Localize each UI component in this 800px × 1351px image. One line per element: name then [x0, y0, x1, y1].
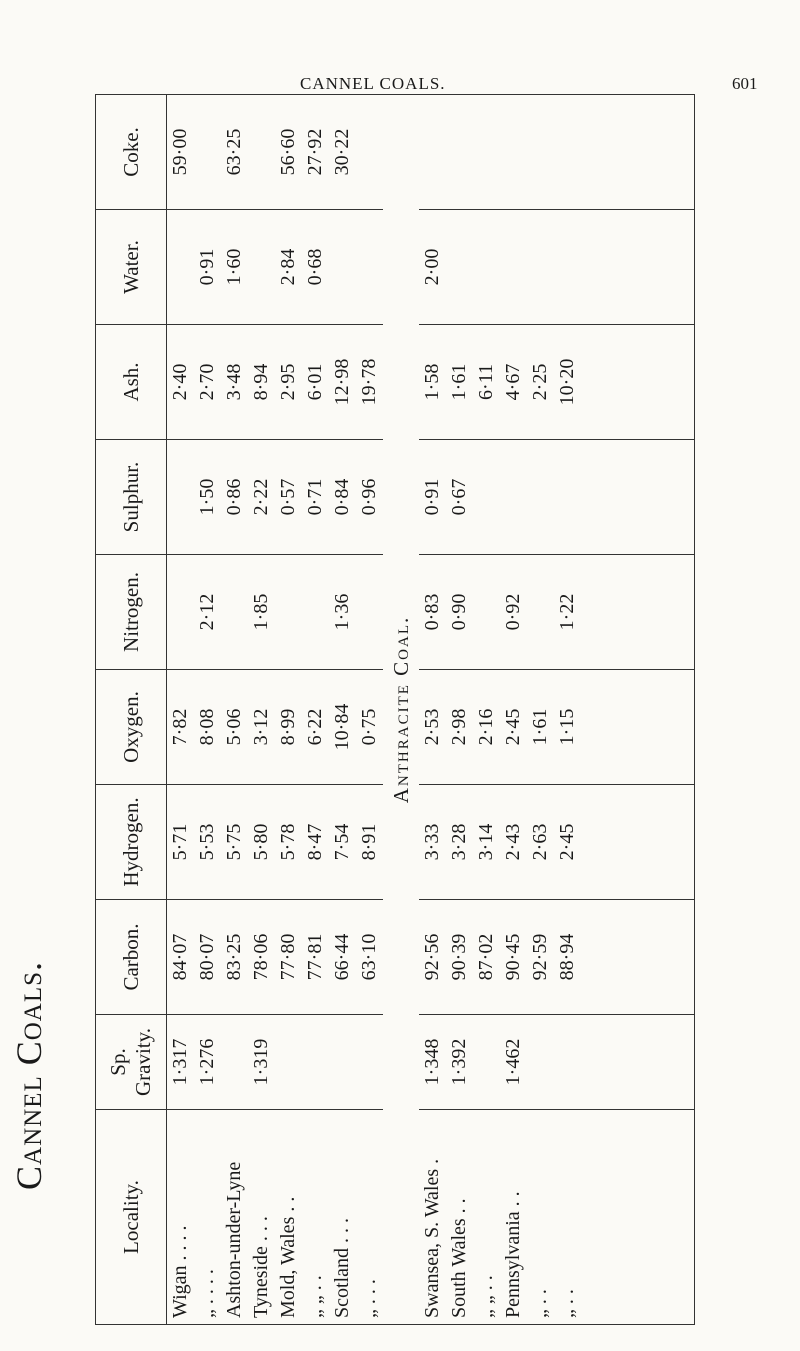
header-row — [96, 95, 167, 1325]
ash-cell: 1·58 — [419, 325, 446, 440]
column-header: Water. — [96, 210, 167, 325]
coke-cell — [554, 95, 581, 210]
coke-cell: 56·60 — [275, 95, 302, 210]
coke-cell: 30·22 — [329, 95, 356, 210]
oxygen-cell: 7·82 — [167, 670, 195, 785]
oxygen-cell: 1·15 — [554, 670, 581, 785]
hydrogen-cell: 2·43 — [500, 785, 527, 900]
locality-cell: Pennsylvania . . — [500, 1110, 527, 1325]
sp-gravity-cell — [473, 1015, 500, 1110]
coke-cell — [527, 95, 554, 210]
ash-cell: 12·98 — [329, 325, 356, 440]
table-row — [419, 95, 446, 1325]
carbon-cell: 66·44 — [329, 900, 356, 1015]
table-body — [167, 95, 695, 1325]
oxygen-cell: 3·12 — [248, 670, 275, 785]
nitrogen-cell — [302, 555, 329, 670]
ash-cell: 10·20 — [554, 325, 581, 440]
locality-cell: Mold, Wales . . — [275, 1110, 302, 1325]
sp-gravity-cell: 1·317 — [167, 1015, 195, 1110]
carbon-cell: 90·39 — [446, 900, 473, 1015]
locality-cell: „ „ . . — [473, 1110, 500, 1325]
hydrogen-cell: 8·91 — [356, 785, 383, 900]
nitrogen-cell: 0·92 — [500, 555, 527, 670]
nitrogen-cell: 2·12 — [194, 555, 221, 670]
sulphur-cell: 0·57 — [275, 440, 302, 555]
table-row — [473, 95, 500, 1325]
ash-cell: 2·70 — [194, 325, 221, 440]
hydrogen-cell: 7·54 — [329, 785, 356, 900]
ash-cell: 8·94 — [248, 325, 275, 440]
carbon-cell: 77·80 — [275, 900, 302, 1015]
water-cell: 2·84 — [275, 210, 302, 325]
table-row — [194, 95, 221, 1325]
coke-cell — [356, 95, 383, 210]
carbon-cell: 77·81 — [302, 900, 329, 1015]
table-row — [167, 95, 195, 1325]
column-header: Sulphur. — [96, 440, 167, 555]
locality-cell: Ashton-under-Lyne — [221, 1110, 248, 1325]
hydrogen-cell: 5·80 — [248, 785, 275, 900]
table-row — [554, 95, 581, 1325]
table-row — [275, 95, 302, 1325]
sp-gravity-cell — [221, 1015, 248, 1110]
water-cell — [167, 210, 195, 325]
column-header: Locality. — [96, 1110, 167, 1325]
sp-gravity-cell: 1·462 — [500, 1015, 527, 1110]
sp-gravity-cell — [527, 1015, 554, 1110]
water-cell — [248, 210, 275, 325]
sp-gravity-cell: 1·319 — [248, 1015, 275, 1110]
water-cell — [500, 210, 527, 325]
water-cell — [329, 210, 356, 325]
carbon-cell: 84·07 — [167, 900, 195, 1015]
water-cell: 1·60 — [221, 210, 248, 325]
table-row — [221, 95, 248, 1325]
water-cell — [473, 210, 500, 325]
sp-gravity-cell: 1·348 — [419, 1015, 446, 1110]
carbon-cell: 80·07 — [194, 900, 221, 1015]
oxygen-cell: 8·99 — [275, 670, 302, 785]
oxygen-cell: 2·98 — [446, 670, 473, 785]
oxygen-cell: 2·45 — [500, 670, 527, 785]
locality-cell: Scotland . . . — [329, 1110, 356, 1325]
ash-cell: 19·78 — [356, 325, 383, 440]
side-title: Cannel Coals. — [9, 960, 49, 1190]
locality-cell: „ „ . . — [302, 1110, 329, 1325]
empty-cell — [581, 210, 695, 325]
coke-cell — [248, 95, 275, 210]
oxygen-cell: 8·08 — [194, 670, 221, 785]
locality-cell: „ . . . . — [194, 1110, 221, 1325]
hydrogen-cell: 8·47 — [302, 785, 329, 900]
sp-gravity-cell: 1·392 — [446, 1015, 473, 1110]
table-row — [248, 95, 275, 1325]
coke-cell: 27·92 — [302, 95, 329, 210]
oxygen-cell: 10·84 — [329, 670, 356, 785]
coke-cell: 63·25 — [221, 95, 248, 210]
carbon-cell: 78·06 — [248, 900, 275, 1015]
nitrogen-cell — [473, 555, 500, 670]
empty-cell — [581, 95, 695, 210]
ash-cell: 2·95 — [275, 325, 302, 440]
sulphur-cell: 0·91 — [419, 440, 446, 555]
nitrogen-cell: 0·83 — [419, 555, 446, 670]
running-title: CANNEL COALS. — [300, 74, 446, 93]
water-cell — [356, 210, 383, 325]
coke-cell — [194, 95, 221, 210]
sulphur-cell — [473, 440, 500, 555]
sp-gravity-cell — [302, 1015, 329, 1110]
hydrogen-cell: 5·75 — [221, 785, 248, 900]
water-cell: 0·91 — [194, 210, 221, 325]
section-row — [383, 95, 419, 1325]
empty-cell — [581, 325, 695, 440]
hydrogen-cell: 5·53 — [194, 785, 221, 900]
column-header: Hydrogen. — [96, 785, 167, 900]
sulphur-cell — [167, 440, 195, 555]
hydrogen-cell: 3·33 — [419, 785, 446, 900]
water-cell — [527, 210, 554, 325]
locality-cell: „ . . . — [356, 1110, 383, 1325]
sp-gravity-cell — [356, 1015, 383, 1110]
ash-cell: 2·40 — [167, 325, 195, 440]
ash-cell: 2·25 — [527, 325, 554, 440]
ash-cell: 6·11 — [473, 325, 500, 440]
sulphur-cell: 0·86 — [221, 440, 248, 555]
empty-cell — [581, 900, 695, 1015]
hydrogen-cell: 5·71 — [167, 785, 195, 900]
ash-cell: 3·48 — [221, 325, 248, 440]
table-row — [500, 95, 527, 1325]
sp-gravity-cell: 1·276 — [194, 1015, 221, 1110]
ash-cell: 1·61 — [446, 325, 473, 440]
carbon-cell: 63·10 — [356, 900, 383, 1015]
water-cell: 2·00 — [419, 210, 446, 325]
locality-cell: Swansea, S. Wales . — [419, 1110, 446, 1325]
water-cell — [446, 210, 473, 325]
coal-analysis-table — [95, 94, 695, 1325]
locality-cell: South Wales . . — [446, 1110, 473, 1325]
sulphur-cell — [500, 440, 527, 555]
table-row — [302, 95, 329, 1325]
nitrogen-cell — [221, 555, 248, 670]
section-label: Anthracite Coal. — [383, 95, 419, 1325]
table-row — [356, 95, 383, 1325]
nitrogen-cell — [167, 555, 195, 670]
nitrogen-cell: 1·22 — [554, 555, 581, 670]
column-header: Oxygen. — [96, 670, 167, 785]
nitrogen-cell — [356, 555, 383, 670]
sp-gravity-cell — [554, 1015, 581, 1110]
column-header: Coke. — [96, 95, 167, 210]
locality-cell: „ . . — [527, 1110, 554, 1325]
sulphur-cell: 1·50 — [194, 440, 221, 555]
table-row — [329, 95, 356, 1325]
page-number: 601 — [732, 74, 758, 93]
empty-cell — [581, 785, 695, 900]
empty-cell — [581, 555, 695, 670]
nitrogen-cell: 1·36 — [329, 555, 356, 670]
coke-cell — [473, 95, 500, 210]
empty-cell — [581, 440, 695, 555]
carbon-cell: 90·45 — [500, 900, 527, 1015]
locality-cell: „ . . — [554, 1110, 581, 1325]
sulphur-cell: 0·67 — [446, 440, 473, 555]
nitrogen-cell — [527, 555, 554, 670]
water-cell: 0·68 — [302, 210, 329, 325]
locality-cell: Tyneside . . . — [248, 1110, 275, 1325]
hydrogen-cell: 2·63 — [527, 785, 554, 900]
sp-gravity-cell — [275, 1015, 302, 1110]
empty-cell — [581, 1110, 695, 1325]
table-end-row — [581, 95, 695, 1325]
sulphur-cell: 0·96 — [356, 440, 383, 555]
table-row — [527, 95, 554, 1325]
coke-cell: 59·00 — [167, 95, 195, 210]
column-header: Carbon. — [96, 900, 167, 1015]
oxygen-cell: 0·75 — [356, 670, 383, 785]
nitrogen-cell: 1·85 — [248, 555, 275, 670]
column-header: Sp. Gravity. — [96, 1015, 167, 1110]
coke-cell — [419, 95, 446, 210]
page-header — [0, 0, 800, 100]
oxygen-cell: 2·16 — [473, 670, 500, 785]
sulphur-cell: 0·84 — [329, 440, 356, 555]
locality-cell: Wigan . . . . — [167, 1110, 195, 1325]
oxygen-cell: 5·06 — [221, 670, 248, 785]
ash-cell: 6·01 — [302, 325, 329, 440]
sp-gravity-cell — [329, 1015, 356, 1110]
carbon-cell: 87·02 — [473, 900, 500, 1015]
hydrogen-cell: 5·78 — [275, 785, 302, 900]
nitrogen-cell: 0·90 — [446, 555, 473, 670]
oxygen-cell: 2·53 — [419, 670, 446, 785]
hydrogen-cell: 3·28 — [446, 785, 473, 900]
sulphur-cell: 2·22 — [248, 440, 275, 555]
oxygen-cell: 1·61 — [527, 670, 554, 785]
oxygen-cell: 6·22 — [302, 670, 329, 785]
column-header: Nitrogen. — [96, 555, 167, 670]
table-row — [446, 95, 473, 1325]
coal-analysis-table-wrapper — [95, 95, 695, 1325]
carbon-cell: 92·56 — [419, 900, 446, 1015]
carbon-cell: 83·25 — [221, 900, 248, 1015]
sulphur-cell: 0·71 — [302, 440, 329, 555]
coke-cell — [446, 95, 473, 210]
empty-cell — [581, 1015, 695, 1110]
coke-cell — [500, 95, 527, 210]
nitrogen-cell — [275, 555, 302, 670]
carbon-cell: 92·59 — [527, 900, 554, 1015]
column-header: Ash. — [96, 325, 167, 440]
sulphur-cell — [527, 440, 554, 555]
hydrogen-cell: 3·14 — [473, 785, 500, 900]
carbon-cell: 88·94 — [554, 900, 581, 1015]
hydrogen-cell: 2·45 — [554, 785, 581, 900]
ash-cell: 4·67 — [500, 325, 527, 440]
sulphur-cell — [554, 440, 581, 555]
empty-cell — [581, 670, 695, 785]
water-cell — [554, 210, 581, 325]
